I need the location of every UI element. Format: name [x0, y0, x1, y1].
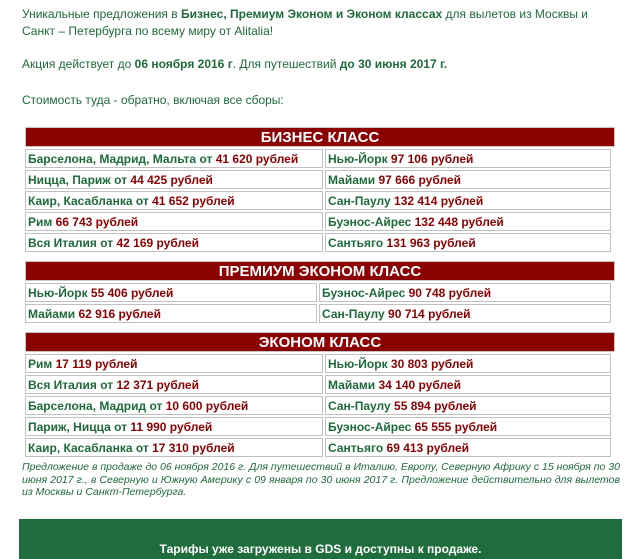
fare-price: 11 990 рублей [130, 419, 213, 434]
fare-destination: Барселона, Мадрид [28, 398, 147, 413]
fare-cell [25, 417, 323, 436]
fare-cell [25, 191, 323, 210]
fare-destination: Барселона, Мадрид, Мальта [28, 151, 197, 166]
fare-prefix: от [135, 193, 149, 208]
economy-class-header: ЭКОНОМ КЛАСС [25, 332, 615, 352]
fare-row [25, 191, 611, 210]
fare-destination: Майами [28, 306, 76, 321]
fare-price: 17 119 рублей [55, 356, 138, 371]
fare-row [25, 417, 611, 436]
fare-price: 55 406 рублей [90, 285, 174, 300]
fare-cell [325, 212, 611, 231]
fare-row [25, 149, 611, 168]
fare-price: 30 803 рублей [390, 356, 474, 371]
fare-price: 69 413 рублей [386, 440, 470, 455]
fare-price: 97 106 рублей [390, 151, 474, 166]
offer-note: Предложение в продаже до 06 ноября 2016 г. Для путешествий в Италию, Европу, Северную Африку с 15 ноября по 30 июня 2017 г., в Северную и Южную Америку с 09 января по 30 июня 2017 г. Предложение действительно для вылетов из Москвы и Санкт-Петербурга. [22, 461, 620, 498]
fare-cell [319, 283, 611, 302]
premium-economy-header: ПРЕМИУМ ЭКОНОМ КЛАСС [25, 261, 615, 281]
period-text-mid: . Для путешествий [232, 57, 340, 71]
fare-destination: Сантьяго [328, 440, 384, 455]
fare-cell [325, 191, 611, 210]
fare-cell [25, 233, 323, 252]
fare-price: 62 916 рублей [78, 306, 161, 321]
fare-row [25, 283, 611, 302]
fare-destination: Каир, Касабланка [28, 193, 133, 208]
fare-destination: Вся Италия [28, 235, 97, 250]
fare-prefix: от [199, 151, 213, 166]
fare-cell [325, 396, 611, 415]
fare-row [25, 354, 611, 373]
fare-cell [25, 170, 323, 189]
fare-destination: Рим [28, 356, 53, 371]
fare-price: 17 310 рублей [152, 440, 235, 455]
fare-destination: Буэнос-Айрес [322, 285, 406, 300]
fare-row [25, 233, 611, 252]
fare-price: 132 414 рублей [394, 193, 484, 208]
premium-fare-table [23, 281, 613, 325]
fare-cell [25, 283, 317, 302]
fare-destination: Париж, Ницца [28, 419, 111, 434]
business-class-header: БИЗНЕС КЛАСС [25, 127, 615, 147]
travel-end-date: до 30 июня 2017 г. [339, 57, 448, 71]
fare-row [25, 396, 611, 415]
business-fare-table [23, 147, 613, 254]
fare-row [25, 375, 611, 394]
fare-destination: Ницца, Париж [28, 172, 111, 187]
fare-destination: Вся Италия [28, 377, 97, 392]
fare-destination: Каир, Касабланка [28, 440, 133, 455]
intro-paragraph [22, 6, 620, 40]
fare-price: 66 743 рублей [55, 214, 139, 229]
fare-row [25, 438, 611, 457]
fare-cell [25, 212, 323, 231]
fare-destination: Сан-Паулу [328, 193, 391, 208]
fare-price: 42 169 рублей [116, 235, 199, 250]
fare-price: 132 448 рублей [414, 214, 504, 229]
fare-cell [325, 149, 611, 168]
fare-prefix: от [135, 440, 149, 455]
fare-cell [25, 396, 323, 415]
period-paragraph [22, 57, 620, 71]
fare-destination: Буэнос-Айрес [328, 214, 412, 229]
premium-economy-section [25, 261, 615, 325]
intro-text: Уникальные предложения в [22, 7, 181, 21]
period-text: Акция действует до [22, 57, 135, 71]
fare-destination: Нью-Йорк [328, 356, 388, 371]
fare-destination: Майами [328, 377, 376, 392]
fare-cell [325, 375, 611, 394]
intro-classes: Бизнес, Премиум Эконом и Эконом классах [180, 7, 443, 21]
fare-cell [25, 354, 323, 373]
fare-destination: Сантьяго [328, 235, 384, 250]
economy-fare-table [23, 352, 613, 459]
fare-row [25, 304, 611, 323]
fare-price: 34 140 рублей [378, 377, 461, 392]
fare-prefix: от [114, 419, 128, 434]
fare-price: 90 748 рублей [408, 285, 492, 300]
fare-prefix: от [100, 377, 114, 392]
fare-prefix: от [149, 398, 163, 413]
fare-cell [319, 304, 611, 323]
business-class-section [25, 127, 615, 254]
fare-prefix: от [100, 235, 114, 250]
fare-cell [25, 304, 317, 323]
fare-cell [325, 438, 611, 457]
gds-banner [19, 519, 622, 559]
fare-cell [25, 438, 323, 457]
fare-price: 55 894 рублей [394, 398, 477, 413]
gds-banner-text: Тарифы уже загружены в GDS и доступны к продаже. [159, 542, 482, 556]
fare-destination: Сан-Паулу [328, 398, 391, 413]
fare-cell [325, 354, 611, 373]
fare-price: 90 714 рублей [388, 306, 471, 321]
fare-price: 10 600 рублей [165, 398, 249, 413]
fare-destination: Буэнос-Айрес [328, 419, 412, 434]
fare-row [25, 212, 611, 231]
fare-prefix: от [114, 172, 128, 187]
cost-label: Стоимость туда - обратно, включая все сборы: [22, 93, 284, 107]
fare-destination: Сан-Паулу [322, 306, 385, 321]
intro-text-tail: для вылетов из Москвы и Санкт – Петербурга по всему миру от Alitalia! [22, 7, 588, 38]
fare-destination: Майами [328, 172, 376, 187]
fare-price: 65 555 рублей [414, 419, 498, 434]
fare-cell [25, 149, 323, 168]
fare-cell [325, 417, 611, 436]
fare-cell [25, 375, 323, 394]
sale-end-date: 06 ноября 2016 г [134, 57, 233, 71]
fare-price: 12 371 рублей [116, 377, 199, 392]
fare-price: 97 666 рублей [378, 172, 461, 187]
fare-row [25, 170, 611, 189]
fare-cell [325, 233, 611, 252]
fare-destination: Нью-Йорк [28, 285, 88, 300]
fare-destination: Рим [28, 214, 53, 229]
fare-destination: Нью-Йорк [328, 151, 388, 166]
fare-cell [325, 170, 611, 189]
economy-class-section [25, 332, 615, 459]
fare-price: 41 652 рублей [152, 193, 235, 208]
fare-price: 41 620 рублей [215, 151, 299, 166]
fare-price: 131 963 рублей [386, 235, 476, 250]
fare-price: 44 425 рублей [130, 172, 213, 187]
